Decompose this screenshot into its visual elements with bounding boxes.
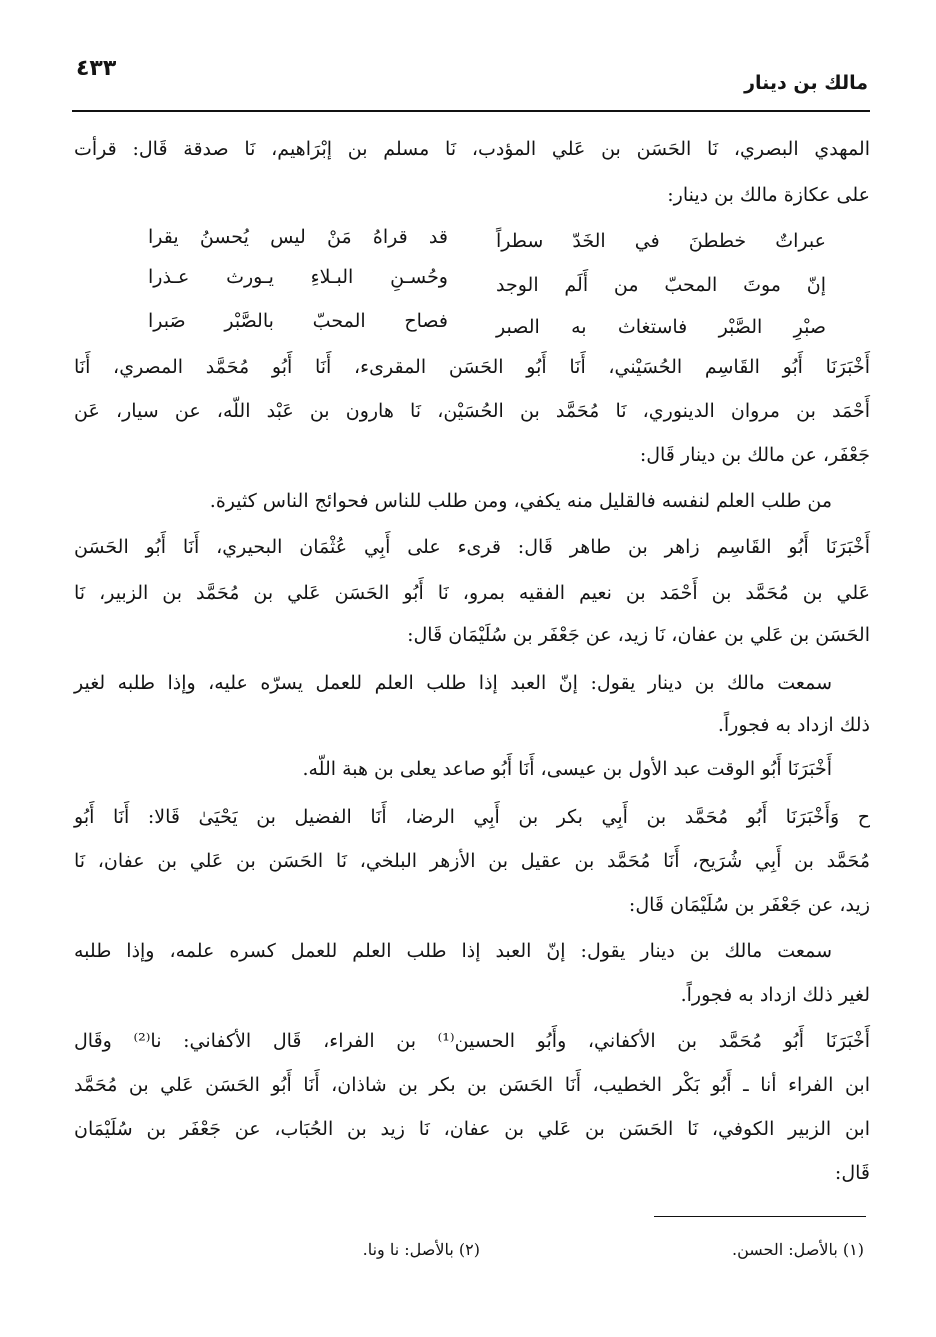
page-number: ٤٣٣ bbox=[76, 56, 117, 81]
text-line: لغير ذلك ازداد به فجوراً. bbox=[680, 984, 870, 1006]
text-line: زيد، عن جَعْفَر بن سُلَيْمَان قَال: bbox=[628, 894, 870, 916]
text-line: أَخْبَرَنَا أَبُو الوقت عبد الأول بن عيسى، أَنَا أَبُو صاعد يعلى بن هبة اللّه. bbox=[302, 758, 832, 780]
running-header-title: مالك بن دينار bbox=[744, 72, 868, 94]
verse-hemistich: قد قراهُ مَنْ ليس يُحسنُ يقرا bbox=[148, 226, 448, 248]
text-line: أَخْبَرَنَا أَبُو مُحَمَّد بن الأكفاني، وأَبُو الحسين⁽¹⁾ بن الفراء، قَال الأكفاني: نا⁽²⁾ وقَال bbox=[74, 1030, 870, 1052]
text-line: أَحْمَد بن مروان الدينوري، نَا مُحَمَّد بن الحُسَيْن، نَا هارون بن عَبْد اللّه، عن سيار، عَن bbox=[74, 400, 870, 422]
verse-hemistich: فصاح المحبّ بالصَّبْر صَبرا bbox=[148, 310, 448, 332]
text-line: قَال: bbox=[834, 1162, 870, 1184]
text-line: جَعْفَر، عن مالك بن دينار قَال: bbox=[639, 444, 870, 466]
verse-hemistich: وحُسـنِ البـلاءِ يـورث عـذرا bbox=[148, 266, 448, 288]
text-line: ابن الفراء أنا ـ أَبُو بَكْر الخطيب، أَنَا الحَسَن بن بكر بن شاذان، أَنَا أَبُو الحَسَن عَلي بن مُحَمَّد bbox=[74, 1074, 870, 1096]
footnote-1: (١) بالأصل: الحسن. bbox=[732, 1240, 864, 1259]
text-line: الحَسَن بن عَلي بن عفان، نَا زيد، عن جَعْفَر بن سُلَيْمَان قَال: bbox=[407, 624, 870, 646]
text-line: سمعت مالك بن دينار يقول: إنّ العبد إذا طلب العلم للعمل يسرّه عليه، وإذا طلبه لغير bbox=[74, 672, 832, 694]
text-line: ابن الزبير الكوفي، نَا الحَسَن بن عَلي بن عفان، نَا زيد بن الحُبَاب، عن جَعْفَر بن سُلَيْمَان bbox=[74, 1118, 870, 1140]
text-line: سمعت مالك بن دينار يقول: إنّ العبد إذا طلب العلم للعمل كسره علمه، وإذا طلبه bbox=[74, 940, 832, 962]
text-line: على عكازة مالك بن دينار: bbox=[667, 184, 870, 206]
text-line: من طلب العلم لنفسه فالقليل منه يكفي، ومن طلب للناس فحوائج الناس كثيرة. bbox=[209, 490, 832, 512]
text-line: ح وَأَخْبَرَنَا أَبُو مُحَمَّد بن أَبِي بكر بن أَبِي الرضا، أَنَا الفضيل بن يَحْيَىٰ قَالا: أَنَا أَبُو bbox=[74, 806, 870, 828]
verse-hemistich: إنّ موتَ المحبّ من أَلَم الوجد bbox=[496, 274, 826, 296]
verse-hemistich: عبراتٌ خططنَ في الخَدّ سطراً bbox=[496, 230, 826, 252]
footnote-2: (٢) بالأصل: نا ونا. bbox=[362, 1240, 480, 1259]
text-line: ذلك ازداد به فجوراً. bbox=[717, 714, 870, 736]
header-divider bbox=[72, 110, 870, 112]
text-line: المهدي البصري، نَا الحَسَن بن عَلي المؤدب، نَا مسلم بن إبْرَاهيم، نَا صدقة قَال: قرأت bbox=[74, 138, 870, 160]
text-line: مُحَمَّد بن أَبِي شُرَيح، أَنَا مُحَمَّد بن عقيل بن الأزهر البلخي، نَا الحَسَن بن عَلي بن عفان، نَا bbox=[74, 850, 870, 872]
text-line: أَخْبَرَنَا أَبُو القَاسِم الحُسَيْني، أَنَا أَبُو الحَسَن المقرىء، أَنَا أَبُو مُحَمَّد المصري، أَنَا bbox=[74, 356, 870, 378]
text-line: عَلي بن مُحَمَّد بن أَحْمَد بن نعيم الفقيه بمرو، نَا أَبُو الحَسَن عَلي بن مُحَمَّد بن الزبير، نَا bbox=[74, 582, 870, 604]
text-line: أَخْبَرَنَا أَبُو القَاسِم زاهر بن طاهر قَال: قرىء على أَبِي عُثْمَان البحيري، أَنَا أَبُو الحَسَن bbox=[74, 536, 870, 558]
verse-hemistich: صبْرِ الصَّبْر فاستغاث به الصبر bbox=[496, 316, 826, 338]
footnote-divider bbox=[654, 1216, 866, 1217]
